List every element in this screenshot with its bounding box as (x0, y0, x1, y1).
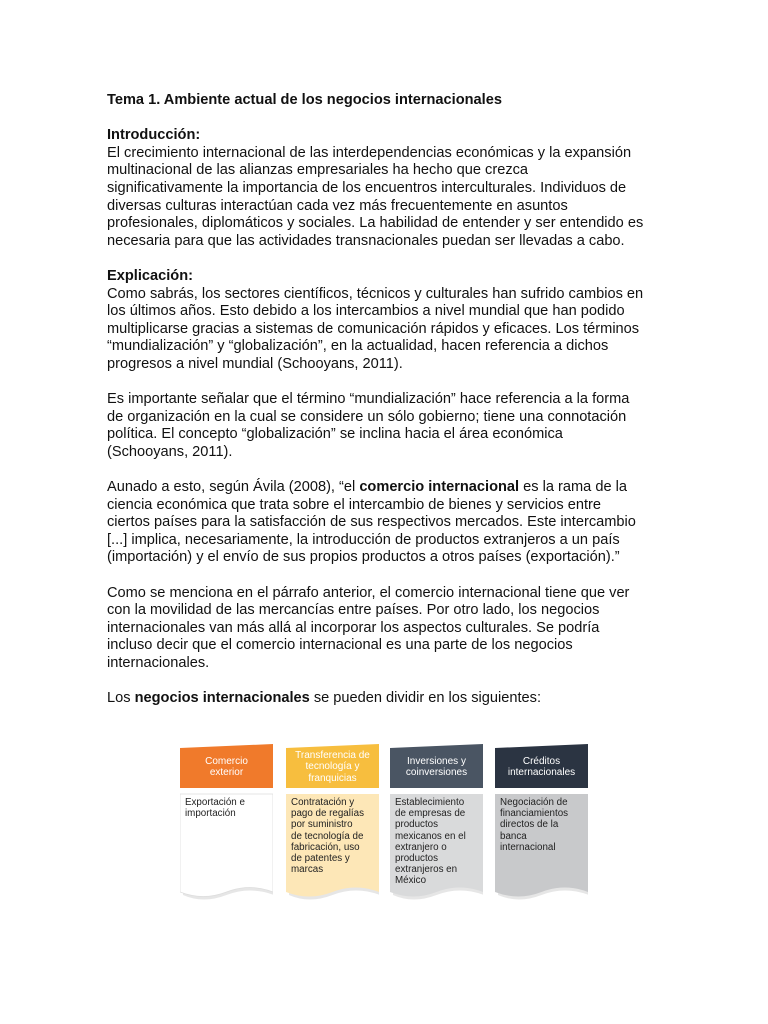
business-types-diagram (180, 740, 600, 910)
comercio-paragraph (107, 479, 667, 567)
text-line: los últimos años. Esto debido a los intercambios a nivel mundial que han podido (107, 303, 625, 320)
column-body-text (395, 797, 479, 887)
header-line: Inversiones y (407, 755, 466, 767)
body-line: extranjero o (395, 841, 447, 853)
body-line: de tecnología de (291, 830, 364, 842)
column-header (180, 746, 273, 788)
text-line: “mundialización” y “globalización”, en la actualidad, hacen referencia a dichos (107, 338, 609, 355)
body-line: importación (185, 808, 236, 820)
body-line: productos (395, 853, 439, 865)
text-line: Como se menciona en el párrafo anterior, el comercio internacional tiene que ver (107, 584, 630, 601)
header-text (508, 756, 575, 779)
header-line: exterior (209, 767, 244, 778)
bold-term: negocios internacionales (134, 690, 310, 707)
text-line: significativamente la importancia de los encuentros interculturales. Individuos de (107, 179, 627, 196)
column-body-text (500, 797, 584, 853)
text-line: (importación) y el envío de sus propios productos a otros países (exportación).” (107, 549, 620, 566)
text-line: [...] implica, necesariamente, la introducción de productos extranjeros a un país (107, 531, 620, 548)
text-line: El crecimiento internacional de las interdependencias económicas y la expansión (107, 144, 632, 161)
body-line: mexicanos en el (395, 830, 466, 842)
body-line: marcas (291, 864, 324, 876)
body-line: productos (395, 819, 439, 831)
text-line: internacionales. (107, 655, 210, 671)
body-line: de patentes y (291, 853, 350, 865)
column-header (286, 746, 379, 788)
header-line: coinversiones (405, 767, 468, 778)
header-text (406, 756, 467, 779)
text-line: ciencia económica que trata sobre el intercambio de bienes y servicios entre (107, 496, 602, 513)
body-line: pago de regalías (291, 808, 364, 820)
text-span: se pueden dividir en los siguientes: (309, 690, 541, 707)
body-line: fabricación, uso (291, 841, 360, 853)
body-line: de empresas de (395, 808, 466, 820)
text-line: Como sabrás, los sectores científicos, técnicos y culturales han sufrido cambios en (107, 285, 644, 302)
text-span: Aunado a esto, según Ávila (2008), “el (107, 479, 360, 496)
column-body-text (291, 797, 375, 875)
text-line: multinacional de las alianzas empresariales ha hecho que crezca (107, 162, 529, 179)
column-header (495, 746, 588, 788)
body-line: Establecimiento (395, 797, 465, 808)
text-span: es la rama de la (519, 479, 627, 496)
text-line: internacionales van más allá al incorporar los aspectos culturales. Se podría (107, 619, 600, 636)
page-title: Tema 1. Ambiente actual de los negocios internacionales (107, 92, 502, 108)
text-line: diversas culturas interactúan cada vez más frecuentemente en asuntos (107, 197, 568, 214)
document-body (107, 92, 667, 708)
body-line: Contratación y (291, 797, 355, 808)
header-line: Créditos (522, 755, 561, 767)
body-line: México (395, 875, 427, 887)
body-line: internacional (500, 841, 556, 853)
body-line: por suministro (291, 819, 353, 831)
header-text (205, 756, 248, 779)
text-line: profesionales, diplomáticos y sociales. La habilidad de entender y ser entendido es (107, 215, 644, 232)
header-line: tecnología y (305, 761, 360, 773)
text-line: necesaria para que las actividades transnacionales puedan ser llevadas a cabo. (107, 232, 625, 249)
text-line: política. El concepto “globalización” se inclina hacia el área económica (107, 426, 563, 443)
body-line: Exportación e (185, 797, 245, 808)
column-body-text (185, 797, 269, 819)
text-span: Los (107, 690, 135, 707)
text-line: incluso decir que el comercio internacional es una parte de los negocios (107, 637, 573, 654)
header-line: franquicias (308, 772, 357, 784)
explanation-paragraph (107, 286, 667, 374)
explanation-heading: Explicación: (107, 267, 193, 284)
bold-term: comercio internacional (359, 479, 520, 496)
text-line: multiplicarse gracias a sistemas de comunicación rápidos y eficaces. Los términos (107, 320, 640, 337)
column-header (390, 746, 483, 788)
header-line: internacionales (507, 767, 576, 778)
header-line: Comercio (205, 755, 248, 767)
division-intro (107, 690, 667, 708)
text-line: progresos a nivel mundial (Schooyans, 2011). (107, 355, 403, 372)
mundializacion-paragraph (107, 391, 667, 461)
text-line: ciertos países para la satisfacción de sus respectivos mercados. Este intercambio (107, 514, 636, 531)
body-line: directos de la (500, 819, 559, 831)
text-line: (Schooyans, 2011). (107, 443, 233, 460)
body-line: extranjeros en (395, 864, 458, 876)
body-line: financiamientos (500, 808, 569, 820)
body-line: banca (500, 830, 527, 842)
negocios-paragraph (107, 585, 667, 673)
text-line: con la movilidad de las mercancías entre países. Por otro lado, los negocios (107, 602, 600, 619)
intro-heading: Introducción: (107, 127, 201, 144)
text-line: Es importante señalar que el término “mundialización” hace referencia a la forma (107, 391, 630, 408)
text-line (107, 479, 667, 497)
header-line: Transferencia de (295, 749, 370, 761)
text-line: de organización en la cual se considere un sólo gobierno; tiene una connotación (107, 408, 627, 425)
body-line: Negociación de (500, 797, 568, 808)
header-text (295, 750, 370, 785)
intro-paragraph (107, 145, 667, 251)
